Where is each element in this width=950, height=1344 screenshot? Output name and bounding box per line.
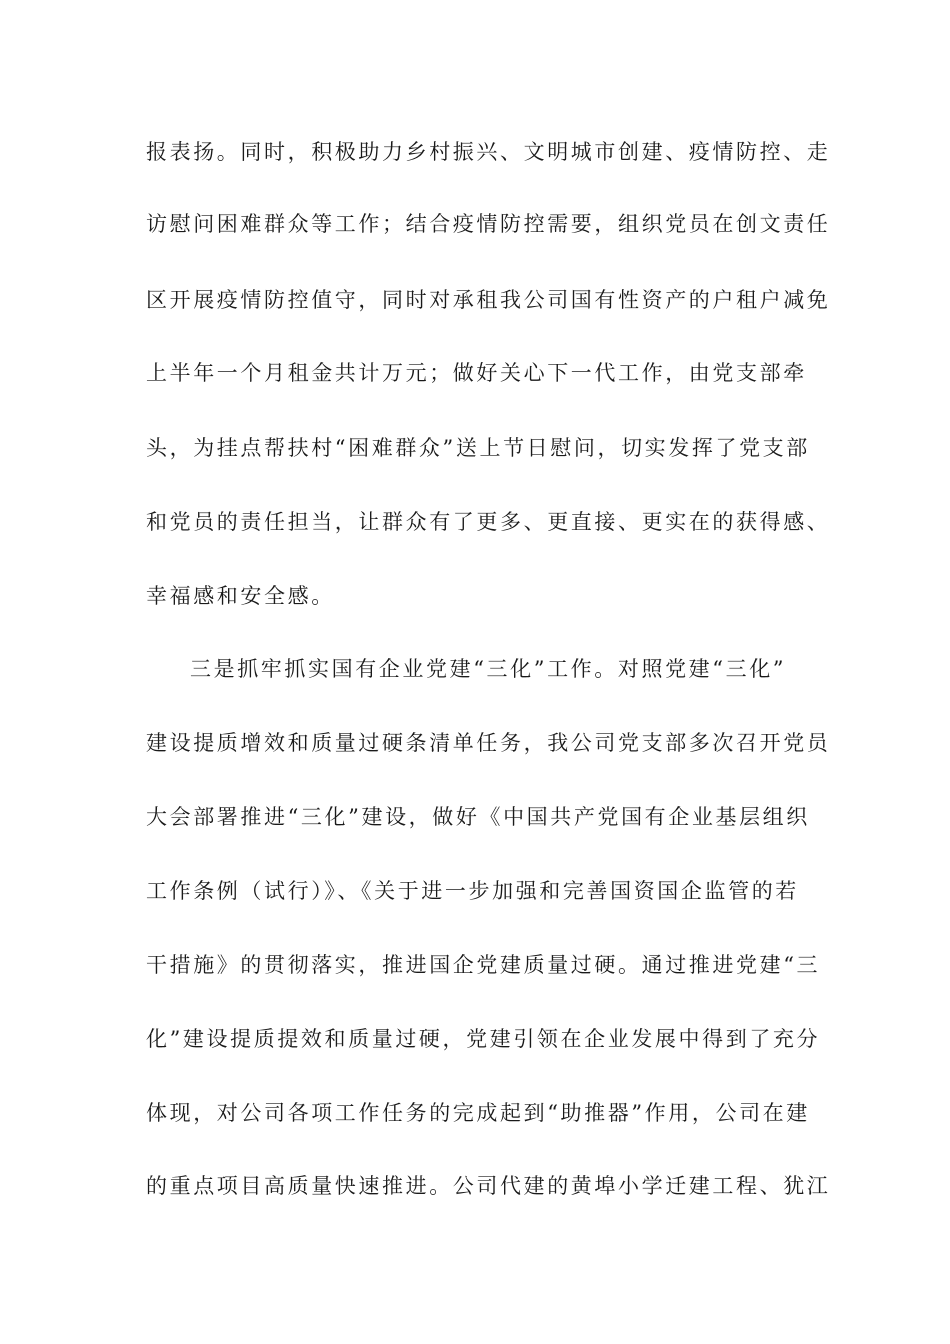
text-line-11: 工作条例（试行）》、《关于进一步加强和完善国资国企监管的若 xyxy=(146,879,799,903)
text-line-10: 大会部署推进“三化”建设，做好《中国共产党国有企业基层组织 xyxy=(146,805,810,829)
text-line-4: 上半年一个月租金共计万元；做好关心下一代工作，由党支部牵 xyxy=(146,361,807,385)
text-line-5: 头，为挂点帮扶村“困难群众”送上节日慰问，切实发挥了党支部 xyxy=(146,436,810,460)
text-line-12: 干措施》的贯彻落实，推进国企党建质量过硬。通过推进党建“三 xyxy=(146,953,821,977)
text-line-15: 的重点项目高质量快速推进。公司代建的黄埠小学迁建工程、犹江 xyxy=(146,1174,831,1198)
text-line-9: 建设提质增效和质量过硬条清单任务，我公司党支部多次召开党员 xyxy=(146,731,831,755)
text-line-1: 报表扬。同时，积极助力乡村振兴、文明城市创建、疫情防控、走 xyxy=(146,140,831,164)
text-line-6: 和党员的责任担当，让群众有了更多、更直接、更实在的获得感、 xyxy=(146,510,831,534)
text-line-3: 区开展疫情防控值守，同时对承租我公司国有性资产的户租户减免 xyxy=(146,288,831,312)
text-line-7: 幸福感和安全感。 xyxy=(146,584,335,608)
text-line-14: 体现，对公司各项工作任务的完成起到“助推器”作用，公司在建 xyxy=(146,1101,810,1125)
text-line-8: 三是抓牢抓实国有企业党建“三化”工作。对照党建“三化” xyxy=(190,657,787,681)
text-line-2: 访慰问困难群众等工作；结合疫情防控需要，组织党员在创文责任 xyxy=(146,212,831,236)
text-line-13: 化”建设提质提效和质量过硬，党建引领在企业发展中得到了充分 xyxy=(146,1027,821,1051)
